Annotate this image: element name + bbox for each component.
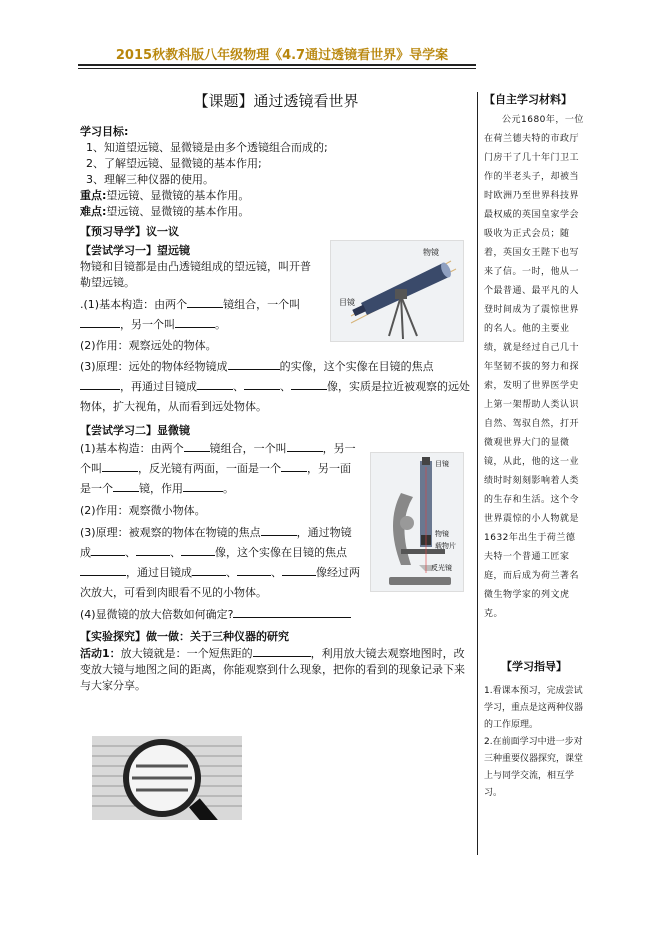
telescope-intro: 物镜和目镜都是由凸透镜组成的望远镜，叫开普勒望远镜。 bbox=[80, 260, 311, 289]
difficulty-label: 难点: bbox=[80, 205, 107, 218]
telescope-objective-label: 物镜 bbox=[423, 248, 439, 257]
microscope-slide-label: 载物片 bbox=[435, 542, 456, 550]
microscope-structure: (1)基本构造：由两个 镜组合，一个叫 ，另一个叫 ，反光镜有两面，一面是一个 ，另一面是一个 镜，作用 。 bbox=[80, 442, 356, 495]
header-rule bbox=[78, 64, 476, 66]
main-column bbox=[80, 90, 472, 694]
microscope-function: (2)作用：观察微小物体。 bbox=[80, 504, 206, 517]
microscope-objective-label: 物镜 bbox=[435, 530, 449, 538]
microscope-principle: (3)原理：被观察的物体在物镜的焦点 ，通过物镜成 、 、 像，这个实像在目镜的焦点，通过目镜成 、 、 像经过两次放大，可看到肉眼看不见的小物体。 bbox=[80, 526, 360, 599]
guide-item: 2.在前面学习中进一步对三种重要仪器探究，课堂上与同学交流，相互学习。 bbox=[484, 737, 584, 798]
activity-1: 活动1：放大镜就是：一个短焦距的 ，利用放大镜去观察地图时，改变放大镜与地图之间的距离，你能观察到什么现象，把你的看到的现象记录下来与大家分享。 bbox=[80, 647, 465, 692]
objective-item: 3、理解三种仪器的使用。 bbox=[86, 173, 214, 186]
telescope-icon bbox=[331, 241, 463, 341]
microscope-mirror-label: 反光镜 bbox=[431, 564, 452, 572]
telescope-figure bbox=[330, 240, 464, 342]
column-divider bbox=[477, 92, 478, 855]
objective-item: 2、了解望远镜、显微镜的基本作用; bbox=[86, 157, 262, 170]
telescope-eyepiece-label: 目镜 bbox=[339, 298, 355, 307]
guide-heading: 【学习指导】 bbox=[501, 660, 567, 673]
lesson-title: 【课题】通过透镜看世界 bbox=[193, 92, 359, 110]
telescope-structure: .(1)基本构造：由两个 镜组合，一个叫，另一个叫 。 bbox=[80, 298, 301, 331]
material-text: 公元1680年，一位在荷兰德夫特的市政厅门房干了几十年门卫工作的半老头子，却被当时欧洲乃至世界科技界最权威的英国皇家学会吸收为正式会员；随着，英国女王陛下也写来了信。一时，他从一个最普通、最平凡的人登时间成为了震惊世界的名人。他的主要业绩，就是经过自己几十年坚韧不拔的努力和探索，发明了世界医学史上第一架帮助人类认识自然、驾驭自然，打开微观世界大门的显微镜，从此，他的这一业绩时时刻刻影响着人类的生存和生活。这个令世界震惊的小人物就是1632年出生于荷兰德夫特一个普通工匠家庭，而后成为荷兰著名微生物学家的列文虎克。 bbox=[484, 115, 584, 619]
magnification-question: (4)显微镜的放大倍数如何确定? bbox=[80, 606, 472, 623]
magnifying-glass-icon bbox=[92, 736, 242, 820]
magnifier-photo bbox=[92, 736, 242, 820]
telescope-function: (2)作用：观察远处的物体。 bbox=[80, 339, 217, 352]
header-rule-thin bbox=[78, 68, 476, 69]
objective-item: 1、知道望远镜、显微镜是由多个透镜组合而成的; bbox=[86, 141, 328, 154]
microscope-figure bbox=[370, 452, 464, 592]
page-header: 2015秋教科版八年级物理《4.7通过透镜看世界》导学案 bbox=[115, 48, 449, 63]
microscope-text bbox=[80, 439, 360, 603]
key-point bbox=[80, 188, 472, 204]
objectives-heading: 学习目标: bbox=[80, 125, 129, 138]
telescope-heading: 【尝试学习一】望远镜 bbox=[80, 244, 190, 257]
telescope-text bbox=[80, 259, 320, 335]
key-text: 望远镜、显微镜的基本作用。 bbox=[106, 189, 250, 202]
self-study-sidebar bbox=[484, 90, 584, 624]
microscope-heading: 【尝试学习二】显微镜 bbox=[80, 424, 190, 437]
telescope-principle: (3)原理：远处的物体经物镜成 的实像，这个实像在目镜的焦点，再通过目镜成 、 、 像，实质是拉近被观察的远处物体，扩大视角，从而看到远处物体。 bbox=[80, 360, 470, 413]
experiment-heading: 【实验探究】做一做：关于三种仪器的研究 bbox=[80, 630, 289, 643]
guide-sidebar bbox=[484, 658, 584, 802]
microscope-eyepiece-label: 目镜 bbox=[435, 460, 449, 468]
preview-heading: 【预习导学】议一议 bbox=[80, 225, 179, 238]
guide-item: 1.看课本预习，完成尝试学习，重点是这两种仪器的工作原理。 bbox=[484, 686, 584, 730]
difficulty-point bbox=[80, 204, 472, 220]
material-heading: 【自主学习材料】 bbox=[484, 93, 572, 106]
key-label: 重点: bbox=[80, 189, 107, 202]
difficulty-text: 望远镜、显微镜的基本作用。 bbox=[106, 205, 250, 218]
